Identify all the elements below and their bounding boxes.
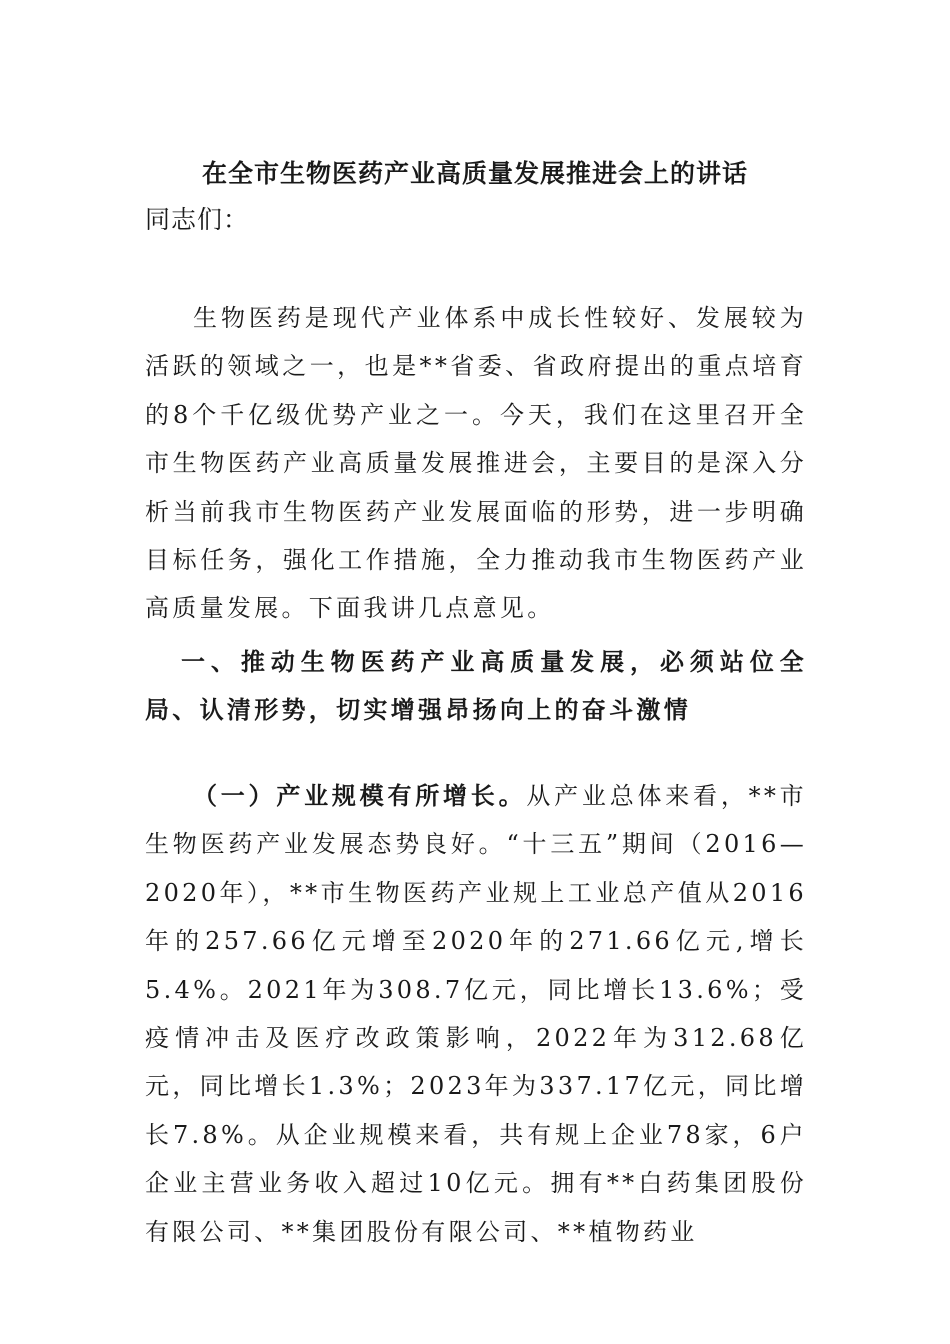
subsection-paragraph-1	[145, 772, 807, 1256]
salutation: 同志们：	[145, 205, 250, 234]
section-heading-1: 一、推动生物医药产业高质量发展，必须站位全局、认清形势，切实增强昂扬向上的奋斗激情	[145, 648, 807, 725]
intro-paragraph: 生物医药是现代产业体系中成长性较好、发展较为活跃的领域之一，也是**省委、省政府提出的重点培育的8个千亿级优势产业之一。今天，我们在这里召开全市生物医药产业高质量发展推进会，主要目的是深入分析当前我市生物医药产业发展面临的形势，进一步明确目标任务，强化工作措施，全力推动我市生物医药产业高质量发展。下面我讲几点意见。	[145, 304, 807, 623]
subsection-lead-1: （一）产业规模有所增长。	[193, 782, 527, 810]
subsection-body-1: 从产业总体来看，**市生物医药产业发展态势良好。“十三五”期间（2016—2020年），**市生物医药产业规上工业总产值从2016年的257.66亿元增至2020年的271.66亿元,增长5.4%。2021年为308.7亿元，同比增长13.6%；受疫情冲击及医疗改政策影响，2022年为312.68亿元，同比增长1.3%；2023年为337.17亿元，同比增长7.8%。从企业规模来看，共有规上企业78家，6户企业主营业务收入超过10亿元。拥有**白药集团股份有限公司、**集团股份有限公司、**植物药业	[145, 782, 807, 1246]
document-title: 在全市生物医药产业高质量发展推进会上的讲话	[201, 159, 748, 188]
